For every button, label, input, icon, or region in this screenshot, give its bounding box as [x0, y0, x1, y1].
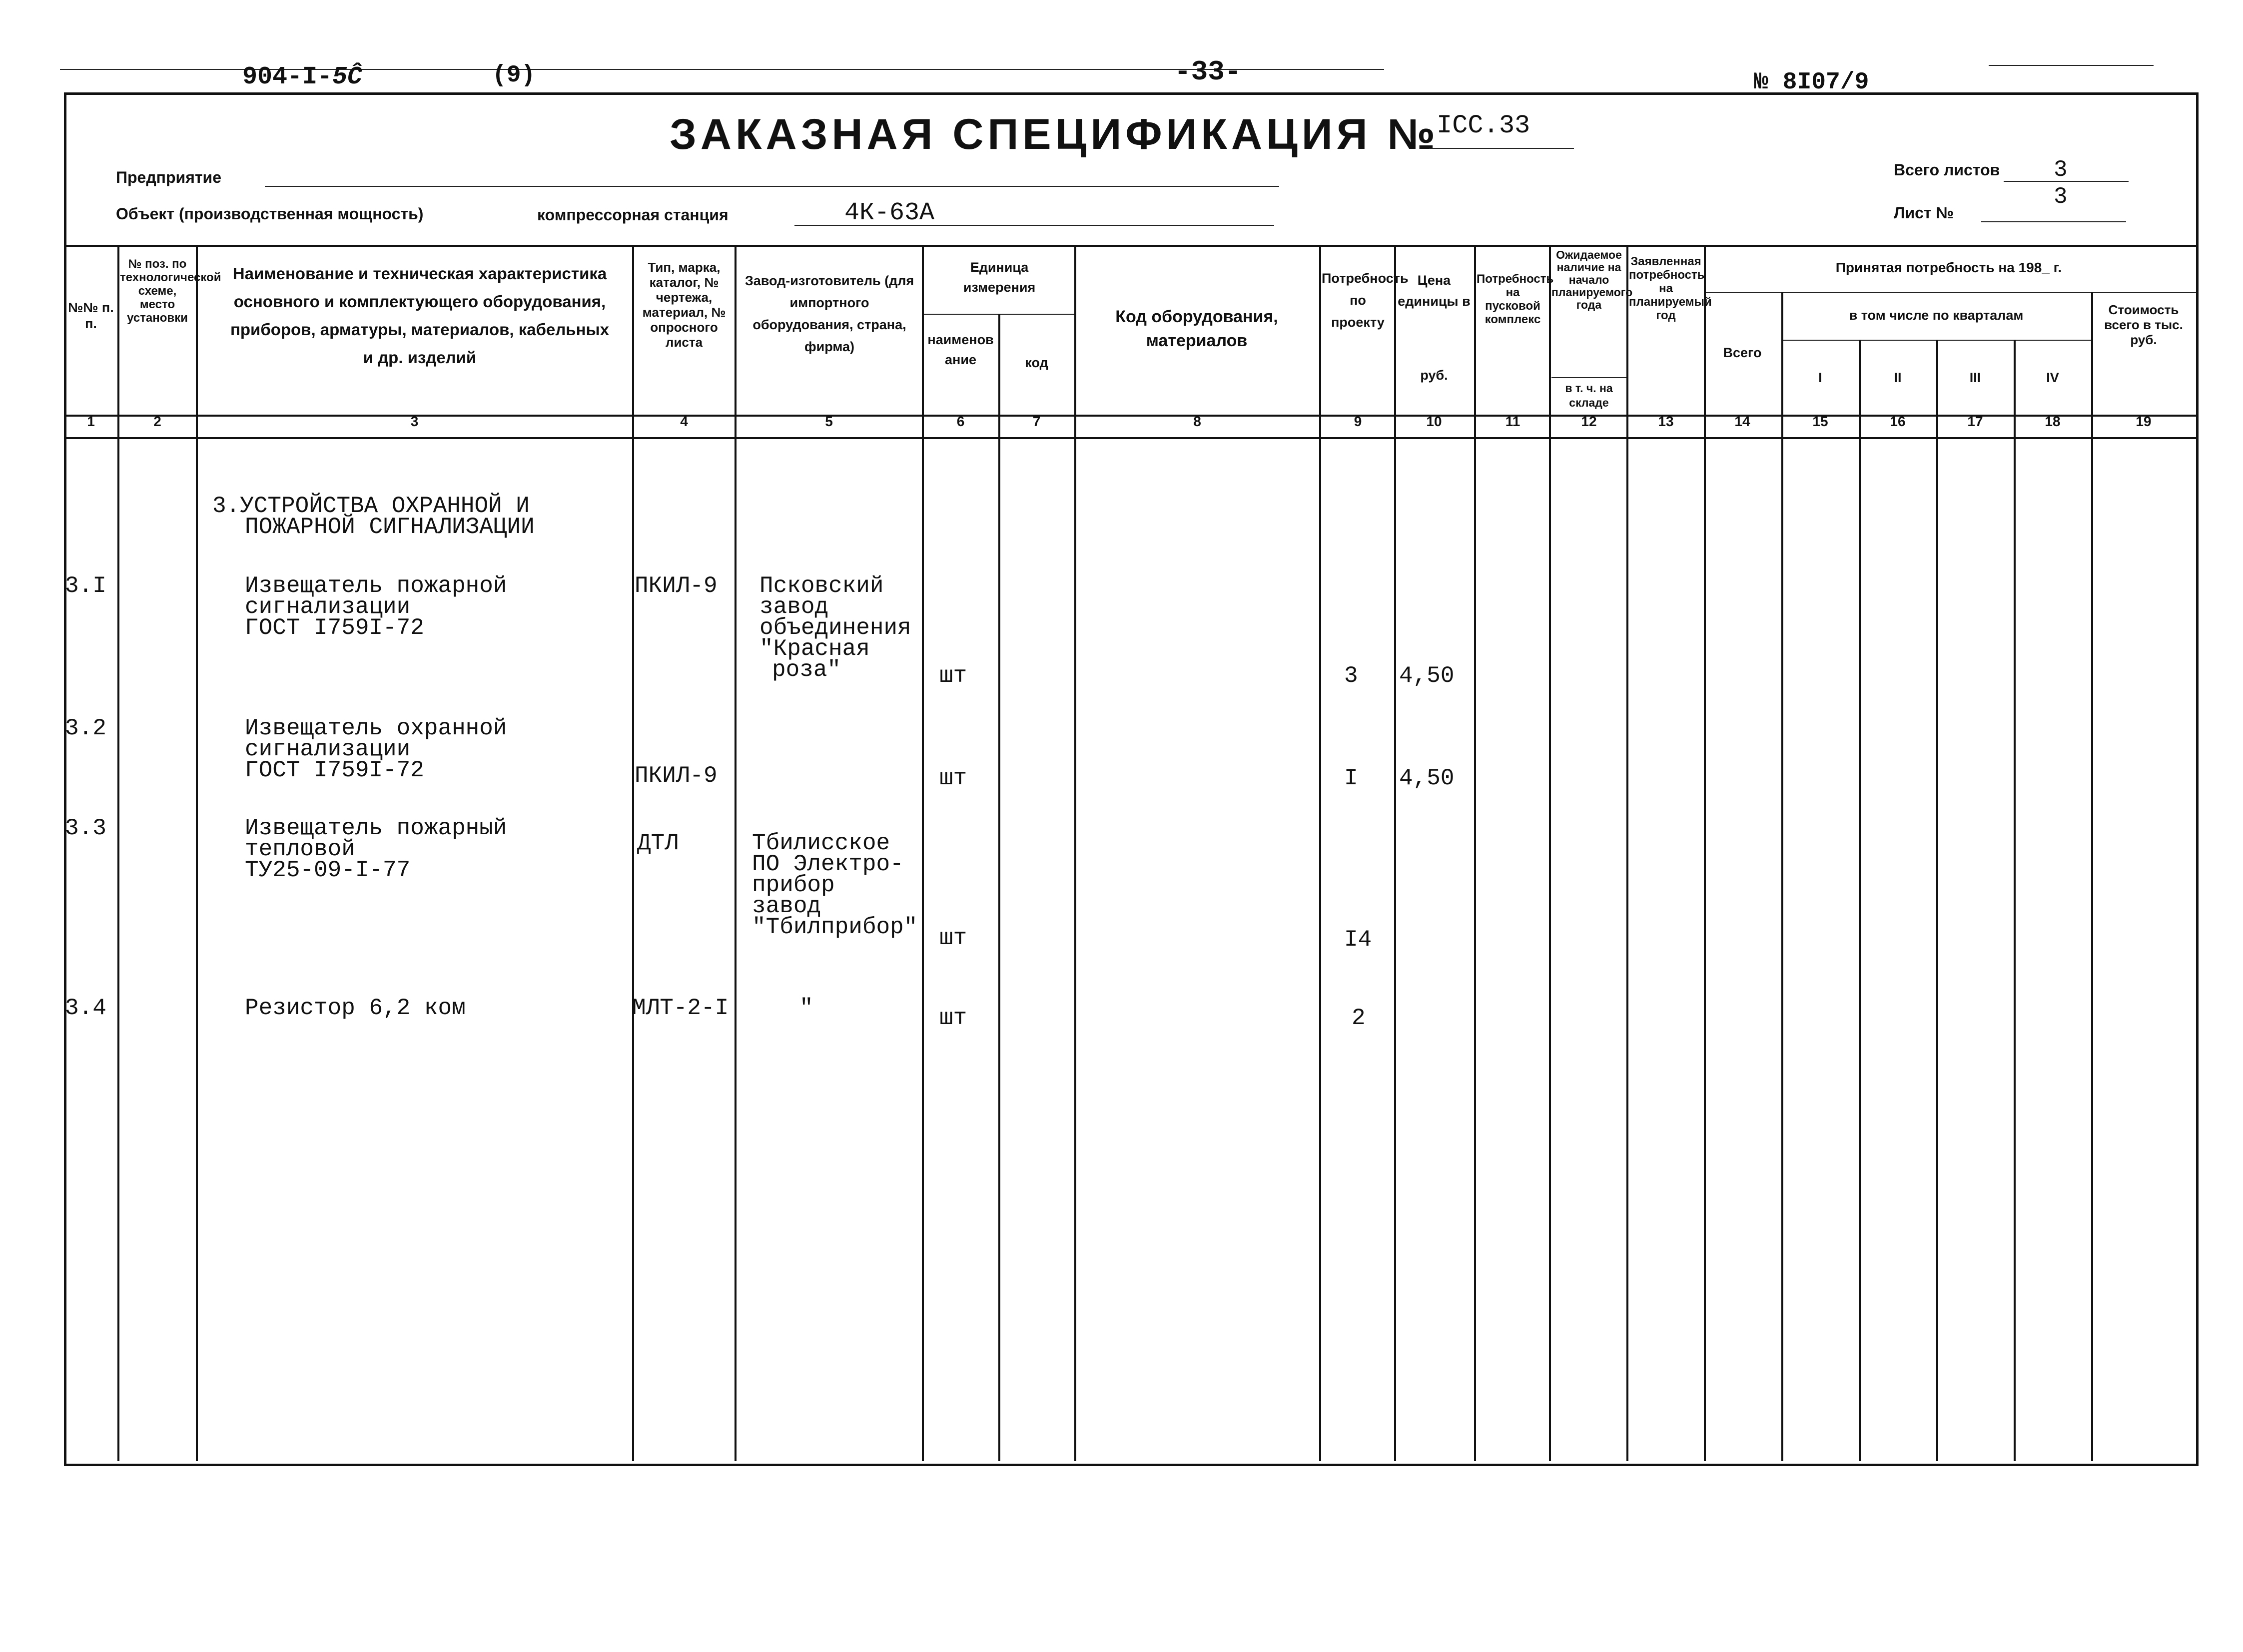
- item-name-line: Извещатель пожарной: [245, 573, 507, 599]
- object-label: Объект (производственная мощность): [116, 205, 424, 223]
- col-number: 4: [680, 414, 688, 429]
- unit-value: шт: [939, 925, 967, 951]
- page-mark: -33-: [1174, 56, 1242, 88]
- form-title-text: ЗАКАЗНАЯ СПЕЦИФИКАЦИЯ №: [670, 110, 1440, 158]
- form-title: [670, 110, 1439, 159]
- header-c16: II: [1894, 370, 1902, 385]
- col-divider: [1859, 340, 1861, 1461]
- enterprise-underline: [265, 186, 1279, 187]
- header-c7: код: [1025, 355, 1048, 370]
- doc-code-prefix: 904-I-: [242, 63, 333, 91]
- col-divider: [2014, 340, 2016, 1461]
- top-strip-line-right: [1989, 65, 2154, 66]
- table-top-rule: [64, 245, 2196, 247]
- object-prefix: компрессорная станция: [537, 206, 729, 224]
- col-divider: [632, 245, 634, 1461]
- spec-number: ICC.33: [1437, 111, 1530, 140]
- col-divider: [998, 314, 1000, 1461]
- header-c4: Тип, марка, каталог, № чертежа, материал, № опросного листа: [642, 260, 726, 350]
- maker-line: Тбилисское: [752, 830, 890, 856]
- item-name-line: Извещатель пожарный: [245, 815, 507, 841]
- header-c5: Завод-изготовитель (для импортного оборудования, страна, фирма): [745, 273, 914, 354]
- item-name-line: Резистор 6,2 ком: [245, 995, 466, 1021]
- row-number: 3.2: [65, 715, 106, 741]
- total-sheets-label: Всего листов: [1894, 161, 2000, 179]
- header-c8: Код оборудования, материалов: [1115, 307, 1278, 350]
- col-divider: [1549, 245, 1551, 1461]
- header-c12b: в т. ч. на складе: [1565, 382, 1613, 409]
- col-number: 15: [1812, 414, 1828, 429]
- item-name-line: тепловой: [245, 836, 355, 862]
- item-name-line: сигнализации: [245, 736, 411, 762]
- header-c12a: Ожидаемое наличие на начало планируемого года: [1551, 248, 1633, 311]
- item-name-line: ТУ25-09-I-77: [245, 857, 411, 883]
- col-divider: [735, 245, 737, 1461]
- maker-line: завод: [752, 893, 821, 919]
- item-name-line: ГОСТ I759I-72: [245, 615, 424, 641]
- sheet-bracket: (9): [492, 62, 536, 89]
- col-number: 17: [1967, 414, 1983, 429]
- sheet-label: Лист №: [1894, 204, 1954, 222]
- total-sheets-underline: [2004, 181, 2129, 182]
- col-number: 10: [1426, 414, 1442, 429]
- maker-line: объединения: [759, 615, 911, 641]
- header-c14: Всего: [1723, 345, 1762, 360]
- item-name-line: Извещатель охранной: [245, 715, 507, 741]
- item-name-line: сигнализации: [245, 594, 411, 620]
- maker-line: роза": [772, 657, 841, 683]
- header-c19: Стоимость всего в тыс. руб.: [2104, 302, 2183, 347]
- accepted-subheader-rule: [1704, 292, 2196, 293]
- section-title-line2: ПОЖАРНОЙ СИГНАЛИЗАЦИИ: [245, 514, 535, 540]
- col-number: 19: [2136, 414, 2152, 429]
- col-number: 9: [1354, 414, 1362, 429]
- maker-line: "Красная: [759, 636, 870, 662]
- header-c2: № поз. по технологической схеме, место установки: [120, 257, 221, 325]
- item-type: ПКИЛ-9: [635, 763, 718, 789]
- doc-code: [242, 63, 362, 91]
- col-divider: [2091, 292, 2093, 1461]
- total-sheets-value: 3: [2054, 157, 2068, 183]
- header-c6: наименование: [927, 332, 994, 367]
- qty-value: 3: [1344, 663, 1358, 689]
- header-c17: III: [1969, 370, 1981, 385]
- row-number: 3.3: [65, 815, 106, 841]
- col-divider: [1626, 245, 1628, 1461]
- col-divider: [922, 245, 924, 1461]
- row-number: 3.4: [65, 995, 106, 1021]
- header-c10b: руб.: [1420, 368, 1448, 383]
- sheet-underline: [1981, 221, 2126, 222]
- header-c9: Потребность по проекту: [1322, 271, 1409, 330]
- col-divider: [1474, 245, 1476, 1461]
- col-divider: [196, 245, 198, 1461]
- col-number: 3: [410, 414, 419, 429]
- item-type: МЛТ-2-I: [632, 995, 729, 1021]
- qty-value: I: [1344, 765, 1358, 791]
- section-title-line1: 3.УСТРОЙСТВА ОХРАННОЙ И: [212, 493, 530, 519]
- header-c15: I: [1818, 370, 1822, 385]
- qty-value: 2: [1352, 1005, 1366, 1031]
- price-value: 4,50: [1399, 663, 1455, 689]
- item-name-line: ГОСТ I759I-72: [245, 757, 424, 783]
- col-number: 16: [1890, 414, 1906, 429]
- colnum-bottom-rule: [64, 437, 2196, 439]
- maker-line: Псковский: [759, 573, 884, 599]
- object-value: 4К-63А: [844, 199, 935, 227]
- unit-value: шт: [939, 765, 967, 791]
- col-number: 6: [956, 414, 965, 429]
- header-c1: №№ п. п.: [68, 300, 114, 331]
- spec-number-underline: [1429, 148, 1574, 149]
- maker-line: прибор: [752, 872, 835, 898]
- col-number: 18: [2045, 414, 2061, 429]
- header-c11: Потребность на пусковой комплекс: [1477, 272, 1554, 326]
- col-number: 14: [1734, 414, 1750, 429]
- stock-subheader-rule: [1551, 377, 1626, 378]
- col-divider: [1781, 292, 1783, 1461]
- col-divider: [1074, 245, 1076, 1461]
- maker-line: завод: [759, 594, 829, 620]
- maker-line: ": [799, 995, 813, 1021]
- object-underline: [794, 225, 1274, 226]
- header-quarters: в том числе по кварталам: [1849, 308, 2024, 323]
- item-type: ДТЛ: [637, 830, 679, 856]
- col-divider: [117, 245, 119, 1461]
- row-number: 3.I: [65, 573, 106, 599]
- header-accepted: Принятая потребность на 198_ г.: [1835, 260, 2062, 275]
- col-divider: [1394, 245, 1396, 1461]
- col-number: 12: [1581, 414, 1597, 429]
- header-c3: Наименование и техническая характеристика основного и комплектующего оборудования, приборов, арматуры, материалов, кабельных и др. изделий: [230, 264, 610, 367]
- qty-value: I4: [1344, 927, 1372, 953]
- col-divider: [1319, 245, 1321, 1461]
- sheet-value: 3: [2054, 184, 2068, 210]
- item-type: ПКИЛ-9: [635, 573, 718, 599]
- header-unit-group: Единица измерения: [963, 260, 1036, 295]
- col-number: 8: [1193, 414, 1201, 429]
- header-c13: Заявленная потребность на планируемый год: [1629, 255, 1712, 322]
- unit-value: шт: [939, 1005, 967, 1031]
- col-number: 5: [825, 414, 833, 429]
- header-c18: IV: [2046, 370, 2059, 385]
- header-c10a: Цена единицы в: [1398, 273, 1471, 309]
- col-number: 7: [1032, 414, 1041, 429]
- archive-number: № 8I07/9: [1754, 69, 1869, 96]
- col-number: 2: [153, 414, 161, 429]
- maker-line: "Тбилприбор": [752, 914, 918, 940]
- doc-code-handwritten: 5Ĉ: [332, 63, 363, 91]
- maker-line: ПО Электро-: [752, 851, 904, 877]
- price-value: 4,50: [1399, 765, 1455, 791]
- col-number: 13: [1658, 414, 1674, 429]
- col-number: 11: [1505, 414, 1520, 429]
- unit-value: шт: [939, 663, 967, 689]
- col-number: 1: [87, 414, 95, 429]
- enterprise-label: Предприятие: [116, 168, 222, 186]
- col-divider: [1936, 340, 1938, 1461]
